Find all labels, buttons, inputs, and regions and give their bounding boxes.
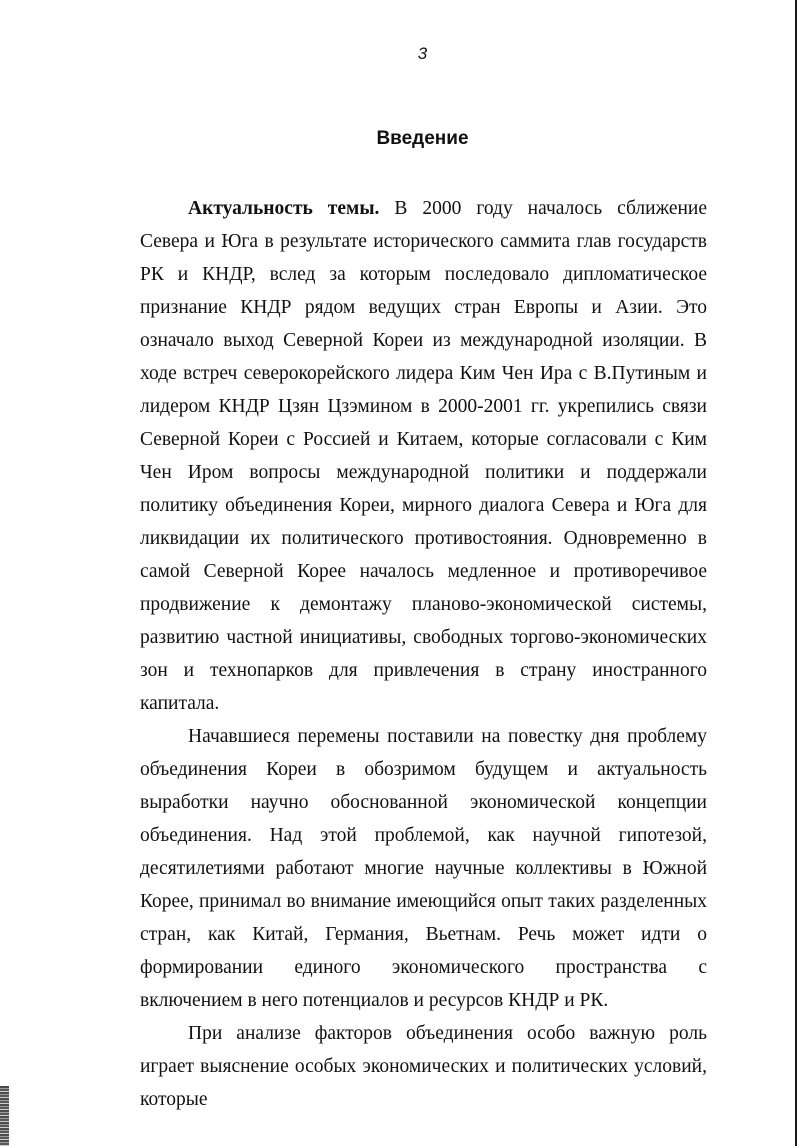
section-heading: Введение xyxy=(376,128,469,149)
paragraph-1-text: В 2000 году началось сближение Севера и Юга в результате исторического саммита глав государств РК и КНДР, вслед за которым последовало дипломатическое признание КНДР рядом ведущих стран Европы и Азии. Это означало выход Северной Кореи из международной изоляции. В ходе встреч северокорейского лидера Ким Чен Ира с В.Путиным и лидером КНДР Цзян Цзэмином в 2000-2001 гг. укрепились связи Северной Кореи с Россией и Китаем, которые согласовали с Ким Чен Иром вопросы международной политики и поддержали политику объединения Кореи, мирного диалога Севера и Юга для ликвидации их политического противостояния. Одновременно в самой Северной Корее началось медленное и противоречивое продвижение к демонтажу планово-экономической системы, развитию частной инициативы, свободных торгово-экономических зон и технопарков для привлечения в страну иностранного капитала. xyxy=(140,198,707,714)
paragraph-lead: Актуальность темы. xyxy=(188,198,380,219)
paragraph-2: Начавшиеся перемены поставили на повестку дня проблему объединения Кореи в обозримом будущем и актуальность выработки научно обоснованной экономической концепции объединения. Над этой проблемой, как научной гипотезой, десятилетиями работают многие научные коллективы в Южной Корее, принимал во внимание имеющийся опыт таких разделенных стран, как Китай, Германия, Вьетнам. Речь может идти о формировании единого экономического пространства с включением в него потенциалов и ресурсов КНДР и РК. xyxy=(140,726,707,1011)
page-number: 3 xyxy=(417,44,428,63)
paragraph-1 xyxy=(140,192,707,720)
paragraph-3: При анализе факторов объединения особо важную роль играет выяснение особых экономических и политических условий, которые xyxy=(140,1023,707,1110)
body-text xyxy=(140,192,707,1116)
scan-edge-left xyxy=(0,1086,9,1146)
